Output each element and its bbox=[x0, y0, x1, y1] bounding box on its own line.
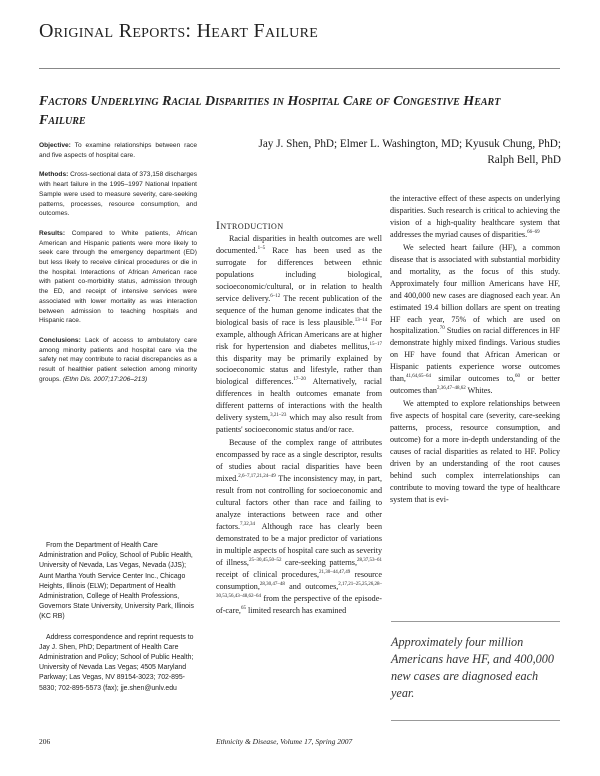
paragraph-text: The inconsistency may, in part, result from not controlling for socioeconomic and cultural factors other than race and failing to analyze interactions between race and other factors. bbox=[216, 474, 382, 531]
citation-superscript: 70 bbox=[439, 326, 445, 332]
citation-superscript: 2,36,47–48,62 bbox=[436, 386, 466, 392]
paragraph-text: which may also result from patients' socioeconomic status and/or race. bbox=[216, 413, 382, 435]
citation-superscript: 1–5 bbox=[257, 245, 266, 251]
intro-paragraph-5: We attempted to explore relationships between five aspects of hospital care (severity, care-seeking patterns, process, resource consumption, and outcome) for a more in-depth understanding of the causes of racial disparities as related to HF. Policy driven by an understanding of the root causes behind such complex interrelationships can contribute to moving toward the type of healthcare system that is evi- bbox=[390, 399, 560, 504]
paragraph-text: limited research has examined bbox=[245, 605, 347, 615]
paragraph-text: For example, although African Americans are at higher risk for hypertension and diabetes mellitus, bbox=[216, 317, 382, 351]
paragraph-text: or better outcomes than bbox=[390, 374, 560, 396]
abstract bbox=[39, 141, 197, 394]
abstract-methods bbox=[39, 170, 197, 219]
citation-superscript: 13–14 bbox=[354, 317, 368, 323]
paragraph-text: Studies on racial differences in HF demonstrate highly mixed findings. Various studies on HF have found that African American or Hispanic patients experience worse outcomes than, bbox=[390, 326, 560, 384]
intro-paragraph-4 bbox=[390, 242, 560, 397]
conclusions-text: Lack of access to ambulatory care among minority patients and hospital care via the safety net may contribute to racial discrepancies as a result of healthier patient selection among minority groups. bbox=[39, 336, 197, 383]
paragraph-text: from the perspective of the episode-of-care, bbox=[216, 593, 382, 615]
paragraph-text: Racial disparities in health outcomes are well documented. bbox=[216, 234, 382, 255]
citation-superscript: 21,30–44,47,49 bbox=[319, 569, 351, 575]
paragraph-text: resource consumption, bbox=[216, 569, 382, 591]
citation-superscript: 17–20 bbox=[293, 377, 306, 383]
conclusions-label: Conclusions: bbox=[39, 336, 81, 344]
methods-label: Methods: bbox=[39, 171, 69, 179]
citation-superscript: 6–12 bbox=[270, 293, 281, 299]
paragraph-text: care-seeking patterns, bbox=[281, 557, 357, 567]
intro-paragraph-2 bbox=[216, 437, 382, 616]
objective-label: Objective: bbox=[39, 142, 71, 149]
author-line-2: Ralph Bell, PhD bbox=[487, 153, 561, 166]
author-list bbox=[210, 137, 561, 168]
affiliation-from: From the Department of Health Care Administration and Policy, School of Public Health, University of Nevada, Las Vegas, Nevada (JJS); Aunt Martha Youth Service Center Inc., Chicago Heights, Illinois (ELW); Department of Health Administration, College of Health Professions, Governors State University, University Park, Illinois (KC RB) bbox=[39, 542, 194, 621]
results-text: Compared to White patients, African American and Hispanic patients were more likely to seek care through the emergency department (ED) but less likely to receive clinical procedures or die in the hospital. Interactions of African American race with patient co-morbidity status, admission through the ED, and receipt of intensive services were associated with lower mortality as was interaction between admission to teaching hospitals and Hispanic race. bbox=[39, 229, 197, 325]
citation-superscript: 2,6–7,17,21,24–49 bbox=[238, 474, 276, 480]
citation-superscript: 15–17 bbox=[369, 341, 382, 347]
abstract-citation: (Ethn Dis. 2007;17:206–213) bbox=[62, 375, 148, 383]
paragraph-text: We selected heart failure (HF), a common disease that is associated with substantial morbidity and mortality, as the focus of this study. Approximately four million Americans have HF, and 400,000 new cases are diagnosed each year. An estimated 19.4 billion dollars are spent on treating HF each year, 75% of which are used on hospitalization. bbox=[390, 242, 560, 336]
objective-text: To examine relationships between race and five aspects of hospital care. bbox=[39, 142, 197, 159]
paragraph-text: Although race has clearly been demonstrated to be a major predictor of variations in multiple aspects of hospital care such as severity of illness, bbox=[216, 521, 382, 567]
paragraph-text: the interactive effect of these aspects on underlying disparities. Such research is critical to achieving the vision of a high-quality healthcare system that addresses the myriad causes of disparities. bbox=[390, 194, 560, 239]
citation-superscript: 2,17,21–25,25,26,28–30,53,56,43–48,62–64 bbox=[216, 581, 382, 599]
citation-superscript: 41,64,65–64 bbox=[405, 374, 431, 380]
citation-superscript: 60 bbox=[515, 374, 521, 380]
paragraph-text: Because of the complex range of attributes encompassed by race as a single descriptor, results of studies about racial disparities have been mixed. bbox=[216, 438, 382, 484]
body-column-middle bbox=[216, 219, 382, 617]
journal-footer: Ethnicity & Disease, Volume 17, Spring 2007 bbox=[216, 737, 353, 746]
paragraph-text: Race has been used as the surrogate for differences between ethnic populations including biological, socioeconomic/cultural, or in relation to health service delivery. bbox=[216, 245, 382, 303]
abstract-results bbox=[39, 229, 197, 326]
abstract-conclusions bbox=[39, 336, 197, 385]
paragraph-text: this disparity may be primarily explained by socioeconomic status and lifestyle, rather than biological differences. bbox=[216, 353, 382, 387]
citation-superscript: 25–30,45,50–52 bbox=[248, 557, 282, 563]
affiliations bbox=[39, 541, 197, 704]
header-rule bbox=[39, 68, 560, 69]
paragraph-text: Alternatively, racial differences in health outcomes emanate from different patterns of interactions with the health delivery system, bbox=[216, 377, 382, 423]
intro-paragraph-1 bbox=[216, 233, 382, 436]
page-number: 206 bbox=[39, 737, 51, 746]
paragraph-text: similar outcomes to, bbox=[430, 374, 516, 384]
abstract-objective bbox=[39, 141, 197, 160]
citation-superscript: 65 bbox=[240, 605, 246, 611]
paragraph-text: and outcomes, bbox=[284, 581, 339, 591]
methods-text: Cross-sectional data of 373,158 discharges with heart failure in the 1995–1997 National Inpatient Sample were used to measure severity, care-seeking patterns, processes, resource consumption, and outcomes. bbox=[39, 171, 197, 218]
citation-superscript: 28,37,53–61 bbox=[356, 557, 382, 563]
author-line-1: Jay J. Shen, PhD; Elmer L. Washington, MD; Kyusuk Chung, PhD; bbox=[258, 138, 561, 150]
citation-superscript: 28,30,47–48 bbox=[259, 581, 285, 587]
pull-quote bbox=[391, 621, 560, 721]
paragraph-text: The recent publication of the sequence of the human genome indicates that the biological basis of race is less plausible. bbox=[216, 293, 382, 327]
results-label: Results: bbox=[39, 229, 66, 237]
article-title: Factors Underlying Racial Disparities in Hospital Care of Congestive Heart Failure bbox=[39, 94, 501, 128]
paragraph-text: receipt of clinical procedures, bbox=[216, 569, 320, 579]
body-column-right bbox=[390, 193, 560, 506]
intro-paragraph-3 bbox=[390, 193, 560, 241]
citation-superscript: 3,21–23 bbox=[270, 413, 287, 419]
pull-quote-text: Approximately four million Americans have HF, and 400,000 new cases are diagnosed each year. bbox=[391, 635, 554, 700]
correspondence-address: Address correspondence and reprint requests to Jay J. Shen, PhD; Department of Health Care Administration and Policy; School of Public Health; University of Nevada Las Vegas; 4505 Maryland Parkway; Las Vegas, NV 89154-3023; 702-895-5830; 702-895-5573 (fax); jje.shen@unlv.edu bbox=[39, 633, 194, 692]
introduction-heading: Introduction bbox=[216, 220, 284, 232]
citation-superscript: 66–69 bbox=[527, 229, 540, 235]
paragraph-text: Whites. bbox=[465, 386, 493, 396]
citation-superscript: 7,32,34 bbox=[240, 521, 256, 527]
section-title: Original Reports: Heart Failure bbox=[39, 20, 319, 42]
